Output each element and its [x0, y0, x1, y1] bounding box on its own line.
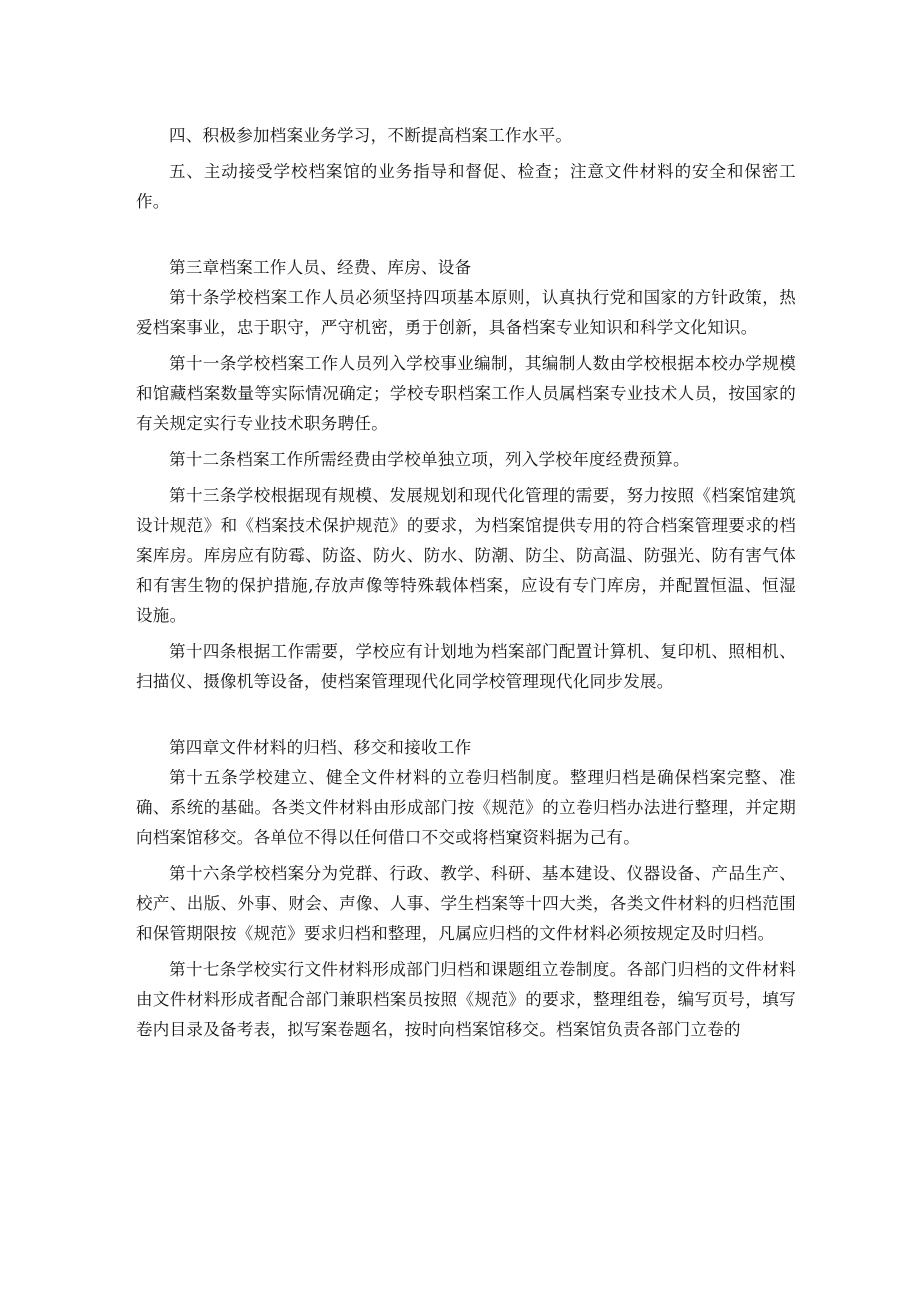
article-16: 第十六条学校档案分为党群、行政、教学、科研、基本建设、仪器设备、产品生产、校产、出版、外事、财会、声像、人事、学生档案等十四大类，各类文件材料的归档范围和保管期限按《规范》要求归档和整理，凡属应归档的文件材料必须按规定及时归档。 — [136, 864, 796, 943]
article-10: 第十条学校档案工作人员必须坚持四项基本原则，认真执行党和国家的方针政策，热爱档案事业，忠于职守，严守机密，勇于创新，具备档案专业知识和科学文化知识。 — [136, 288, 796, 337]
article-13: 第十三条学校根据现有规模、发展规划和现代化管理的需要，努力按照《档案馆建筑设计规范》和《档案技术保护规范》的要求，为档案馆提供专用的符合档案管理要求的档案库房。库房应有防霉、防盗、防火、防水、防潮、防尘、防高温、防强光、防有害气体和有害生物的保护措施,存放声像等特殊载体档案，应设有专门库房，并配置恒温、恒湿设施。 — [136, 486, 796, 625]
paragraph-item-4: 四、积极参加档案业务学习，不断提高档案工作水平。 — [169, 126, 573, 145]
article-15: 第十五条学校建立、健全文件材料的立卷归档制度。整理归档是确保档案完整、准确、系统的基础。各类文件材料由形成部门按《规范》的立卷归档办法进行整理，并定期向档案馆移交。各单位不得以任何借口不交或将档窠资料据为己有。 — [136, 768, 796, 847]
chapter-4-heading: 第四章文件材料的归档、移交和接收工作 — [169, 738, 472, 757]
article-11: 第十一条学校档案工作人员列入学校事业编制，其编制人数由学校根据本校办学规模和馆藏档案数量等实际情况确定；学校专职档案工作人员属档案专业技术人员，按国家的有关规定实行专业技术职务聘任。 — [136, 354, 796, 433]
chapter-3-heading: 第三章档案工作人员、经费、库房、设备 — [169, 258, 472, 277]
paragraph-item-5: 五、主动接受学校档案馆的业务指导和督促、检查；注意文件材料的安全和保密工作。 — [136, 162, 796, 211]
article-17: 第十七条学校实行文件材料形成部门归档和课题组立卷制度。各部门归档的文件材料由文件材料形成者配合部门兼职档案员按照《规范》的要求，整理组卷，编写页号，填写卷内目录及备考表，拟写案卷题名，按时向档案馆移交。档案馆负责各部门立卷的 — [136, 960, 796, 1039]
article-12: 第十二条档案工作所需经费由学校单独立项，列入学校年度经费预算。 — [169, 450, 690, 469]
document-body — [136, 121, 796, 1045]
article-14: 第十四条根据工作需要，学校应有计划地为档案部门配置计算机、复印机、照相机、扫描仪、摄像机等设备，使档案管理现代化同学校管理现代化同步发展。 — [136, 642, 796, 691]
